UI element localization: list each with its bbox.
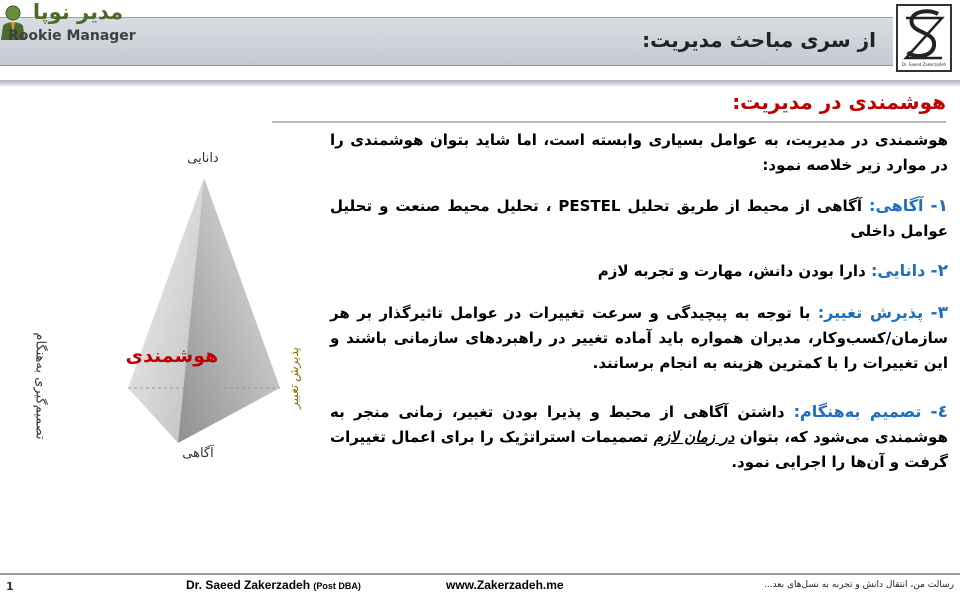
item-label: دانایی:	[871, 261, 926, 280]
author-credit	[186, 578, 416, 592]
item-text: آگاهی از محیط از طریق تحلیل PESTEL ، تحلیل محیط صنعت و تحلیل عوامل داخلی	[330, 197, 948, 240]
item-number: ۱-	[930, 196, 948, 216]
item-number: ۲-	[930, 261, 948, 281]
heading-divider	[272, 121, 946, 123]
item-text-after: تصمیمات استراتژیک را برای اعمال تغییرات گرفت و آن‌ها را اجرایی نمود.	[330, 428, 948, 471]
section-heading: هوشمندی در مدیریت:	[732, 90, 946, 114]
intro-paragraph: هوشمندی در مدیریت، به عوامل بسیاری وابسته است، اما شاید بتوان هوشمندی را در موارد زیر خلاصه نمود:	[330, 131, 948, 174]
pyramid-label-bottom: آگاهی	[182, 446, 214, 461]
pyramid-label-right-text: پذیرش تغییر	[287, 347, 301, 409]
item-text-before: داشتن آگاهی از محیط و پذیرا بودن تغییر، زمانی منجر به هوشمندی می‌شود که، بتوان	[330, 403, 948, 446]
item-awareness	[330, 193, 948, 244]
monogram-icon	[898, 6, 950, 70]
pyramid-label-left-text: تصمیم‌گیری به‌هنگام	[32, 332, 48, 440]
header-divider	[0, 80, 960, 86]
pyramid-label-center: هوشمندی	[125, 345, 219, 367]
item-label: پذیرش تغییر:	[817, 303, 924, 322]
pyramid-label-top: دانایی	[187, 151, 219, 166]
brand-name-fa: مدیر نوپا	[32, 0, 124, 24]
header-title: از سری مباحث مدیریت:	[642, 28, 876, 52]
item-text: دارا بودن دانش، مهارت و تجربه لازم	[597, 262, 866, 280]
item-number: ٤-	[930, 402, 948, 422]
item-knowledge	[330, 258, 948, 284]
pyramid-label-left	[20, 306, 60, 466]
author-suffix: (Post DBA)	[313, 581, 361, 591]
brand-name-en: Rookie Manager	[8, 28, 136, 44]
item-label: آگاهی:	[869, 196, 924, 215]
author-name: Dr. Saeed Zakerzadeh	[186, 578, 311, 592]
logo-caption: Dr. Saeed Zakerzadeh	[901, 62, 947, 67]
item-label: تصمیم به‌هنگام:	[793, 402, 922, 421]
item-text-underlined: در زمان لازم	[653, 428, 735, 446]
item-change-acceptance	[330, 300, 948, 376]
pyramid-label-right	[274, 318, 314, 438]
page-number: 1	[6, 580, 14, 593]
item-text: با توجه به پیچیدگی و سرعت تغییرات در عوامل تاثیرگذار بر هر سازمان/کسب‌وکار، مدیران همواره باید آماده تغییر در راهبردهای سازمانی باشند و این تغییرات را با کمترین هزینه به انجام برسانند.	[330, 304, 948, 372]
item-number: ۳-	[930, 303, 948, 323]
footer-motto: رسالت من، انتقال دانش و تجربه به نسل‌های بعد...	[763, 580, 954, 590]
website-link[interactable]: www.Zakerzadeh.me	[446, 578, 564, 592]
pyramid-diagram	[108, 168, 298, 453]
item-timely-decision	[330, 399, 948, 475]
footer-divider	[0, 573, 960, 575]
